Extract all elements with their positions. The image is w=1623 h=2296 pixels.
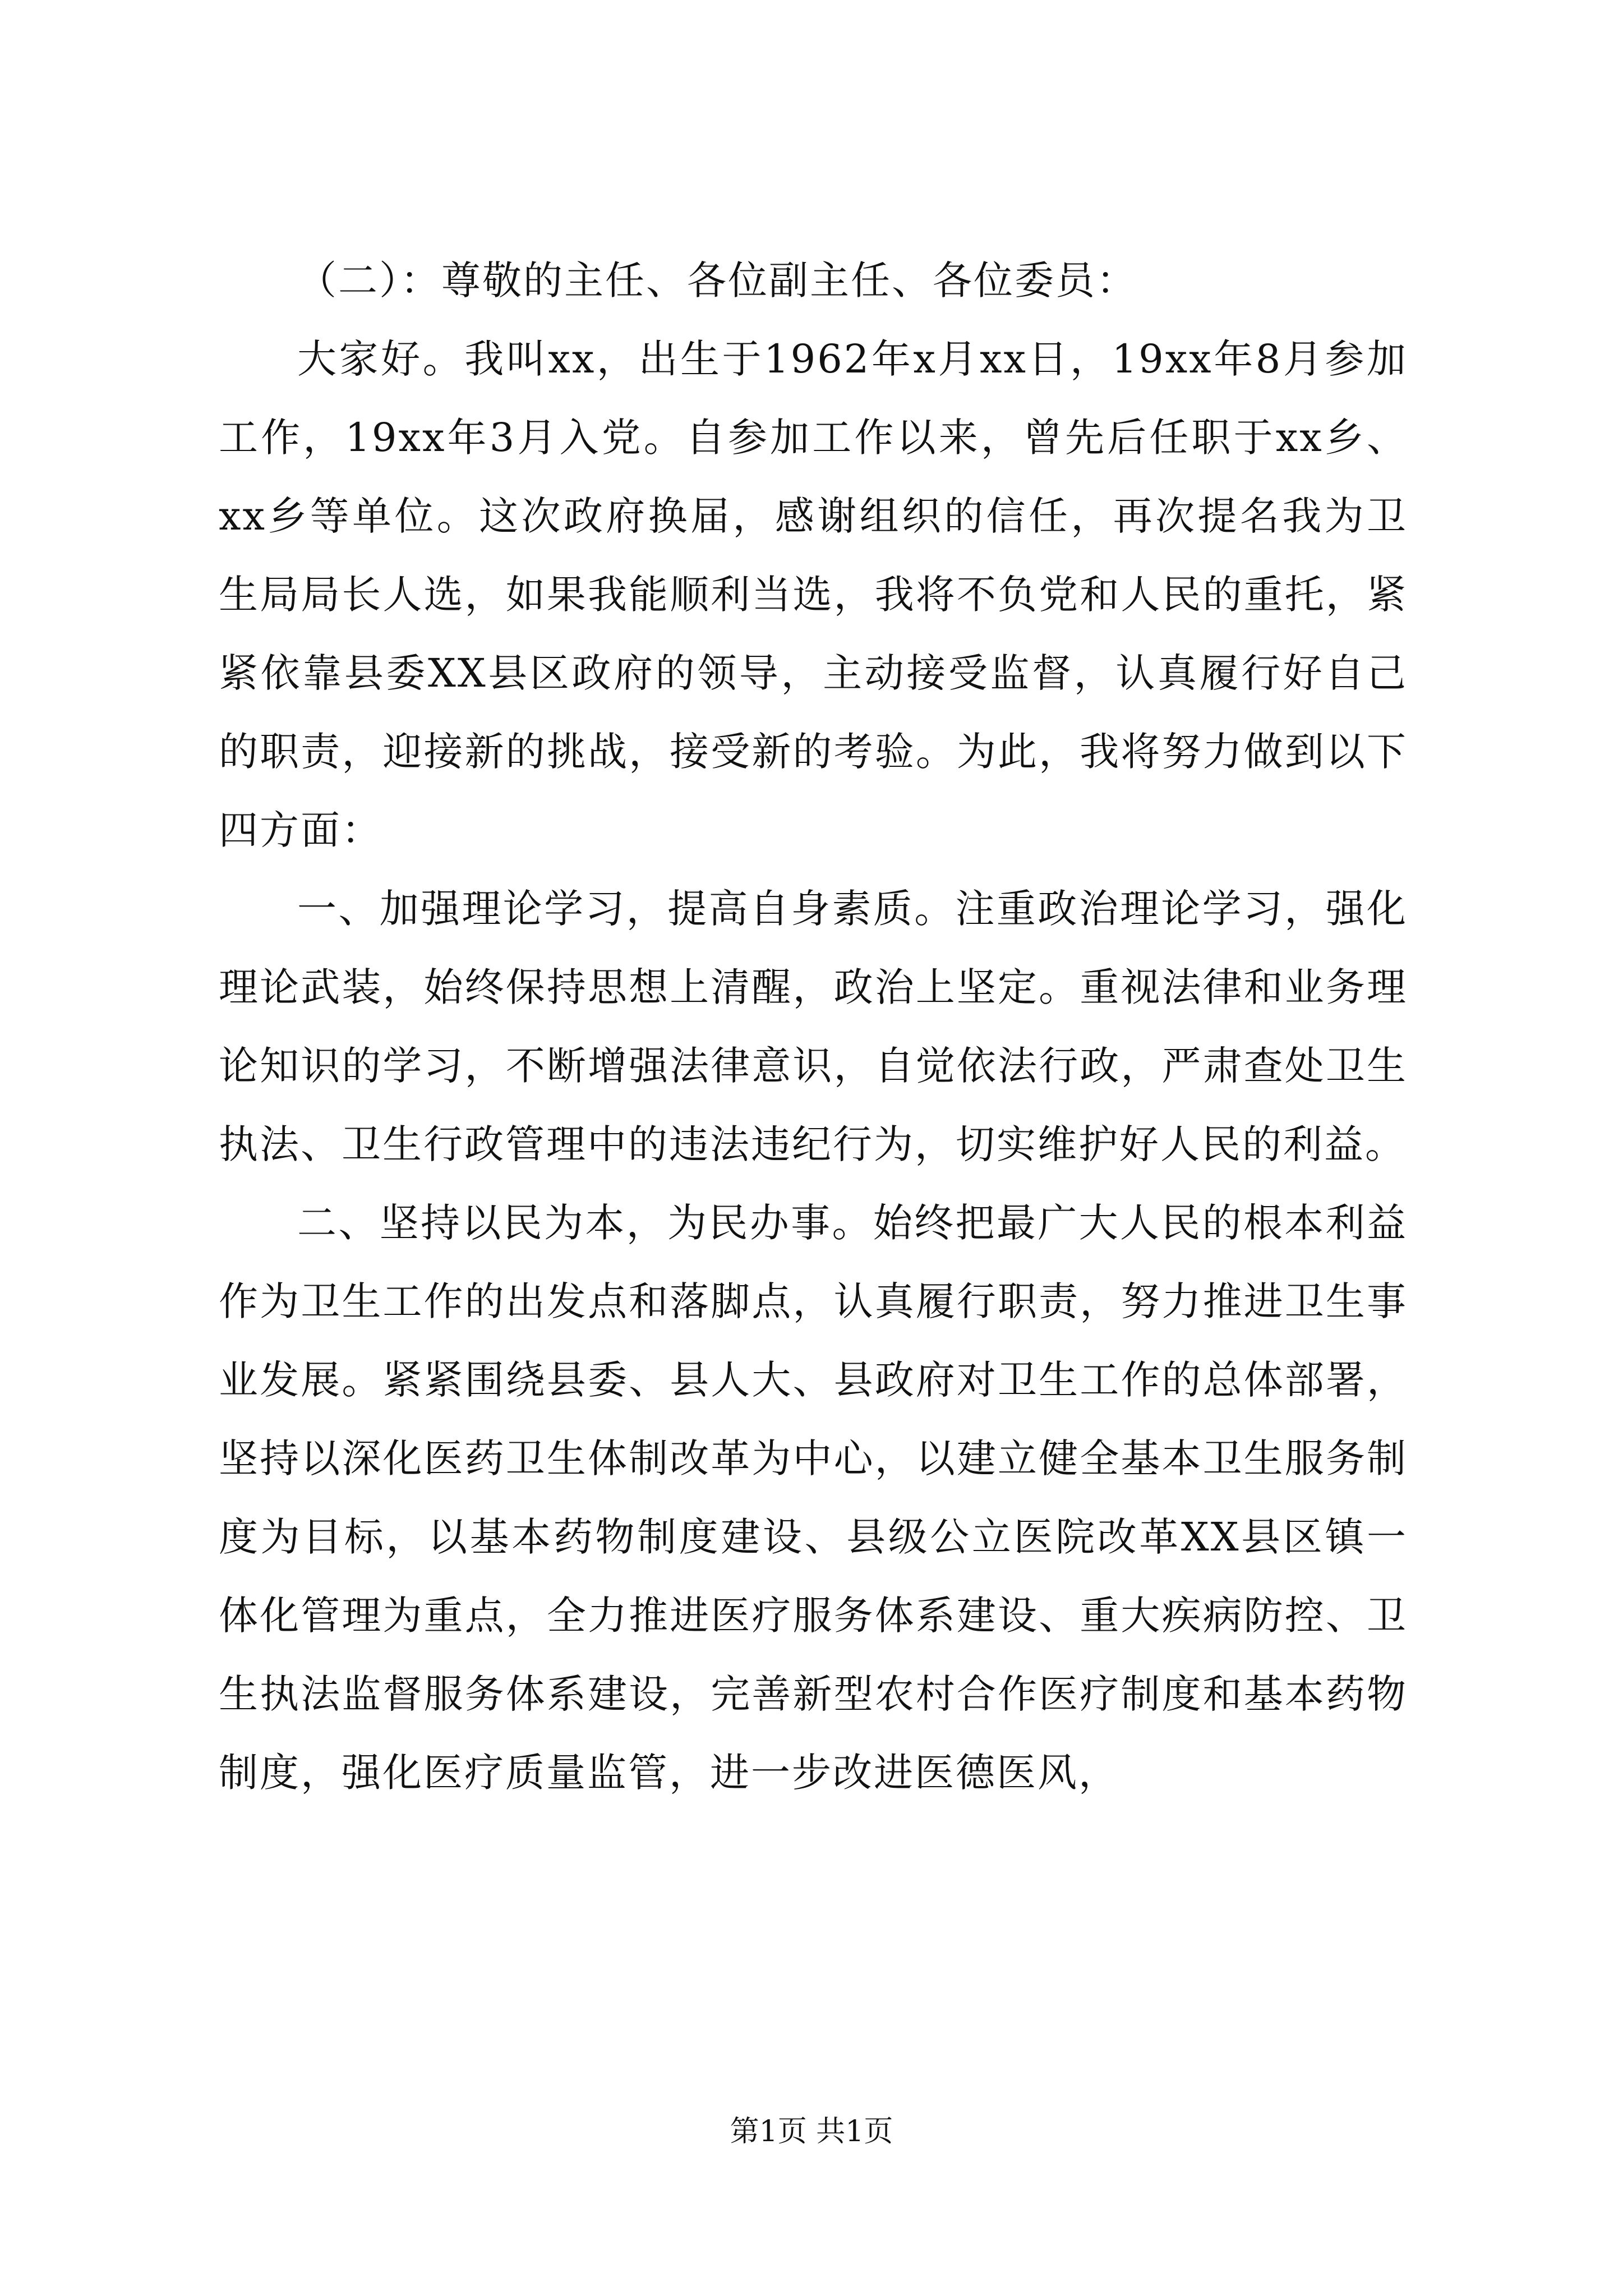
paragraph-salutation: （二）：尊敬的主任、各位副主任、各位委员： [297,257,1137,303]
paragraph-point-two: 二、坚持以民为本，为民办事。始终把最广大人民的根本利益作为卫生工作的出发点和落脚点，认真履行职责，努力推进卫生事业发展。紧紧围绕县委、县人大、县政府对卫生工作的总体部署，坚持以深化医药卫生体制改革为中心，以建立健全基本卫生服务制度为目标，以基本药物制度建设、县级公立医院改革XX县区镇一体化管理为重点，全力推进医疗服务体系建设、重大疾病防控、卫生执法监督服务体系建设，完善新型农村合作医疗制度和基本药物制度，强化医疗质量监管，进一步改进医德医风， [219,1200,1408,1796]
document-body [219,241,1408,1812]
paragraph-introduction: 大家好。我叫xx，出生于1962年x月xx日，19xx年8月参加工作，19xx年3月入党。自参加工作以来，曾先后任职于xx乡、xx乡等单位。这次政府换届，感谢组织的信任，再次提名我为卫生局局长人选，如果我能顺利当选，我将不负党和人民的重托，紧紧依靠县委XX县区政府的领导，主动接受监督，认真履行好自己的职责，迎接新的挑战，接受新的考验。为此，我将努力做到以下四方面： [219,336,1408,853]
page-number-footer: 第1页 共1页 [730,2115,893,2148]
paragraph-point-one: 一、加强理论学习，提高自身素质。注重政治理论学习，强化理论武装，始终保持思想上清醒，政治上坚定。重视法律和业务理论知识的学习，不断增强法律意识，自觉依法行政，严肃查处卫生执法、卫生行政管理中的违法违纪行为，切实维护好人民的利益。 [219,886,1408,1167]
